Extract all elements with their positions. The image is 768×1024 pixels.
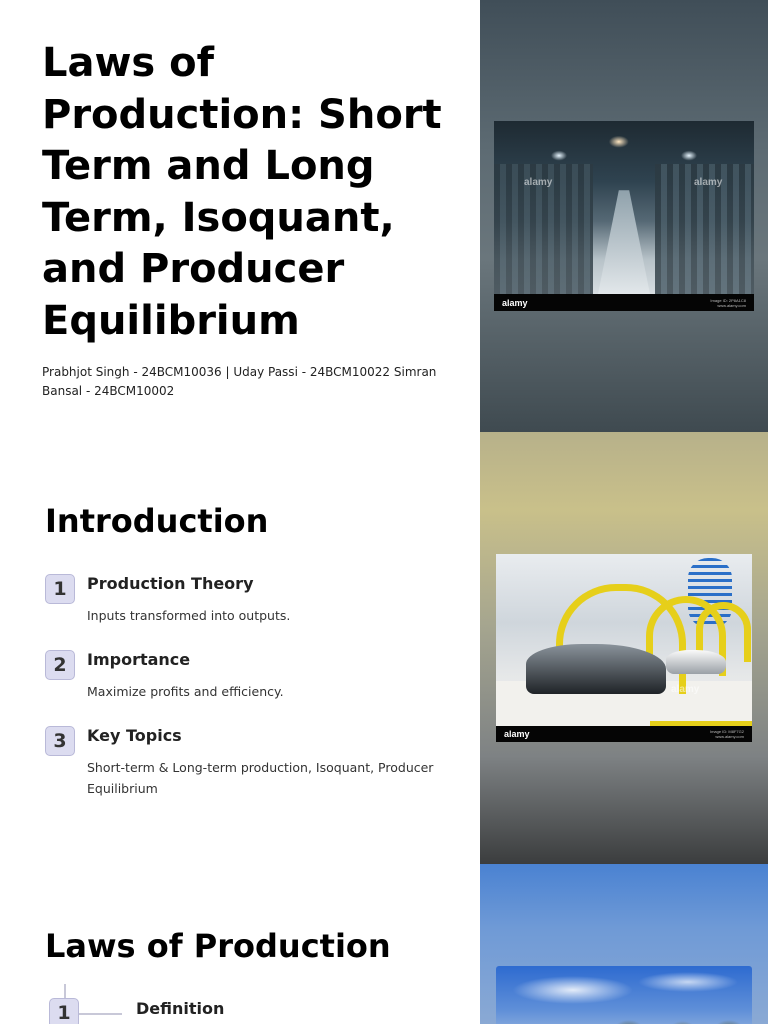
item-description: Short-term & Long-term production, Isoquant, Producer Equilibrium xyxy=(87,760,434,796)
section-heading: Introduction xyxy=(45,502,269,540)
slide-introduction xyxy=(0,432,768,864)
car-body xyxy=(526,644,666,694)
item-description: Maximize profits and efficiency. xyxy=(87,684,284,699)
watermark: alamy xyxy=(694,177,723,188)
slide-image-panel xyxy=(480,0,768,432)
alamy-logo: alamy xyxy=(504,729,530,739)
watermark: alamy xyxy=(524,177,553,188)
sky-scene xyxy=(496,966,752,1024)
slide-laws-of-production xyxy=(0,864,768,1024)
timeline-item-title: Definition xyxy=(136,999,225,1018)
slide-image-panel xyxy=(480,864,768,1024)
number-badge: 3 xyxy=(45,726,75,756)
car-body xyxy=(666,650,726,674)
factory-photo xyxy=(494,121,754,311)
watermark: alamy xyxy=(671,684,700,695)
section-heading: Laws of Production xyxy=(45,927,391,965)
image-site: www.alamy.com xyxy=(715,734,744,739)
authors-line: Prabhjot Singh - 24BCM10036 | Uday Passi - 24BCM10022 Simran Bansal - 24BCM10002 xyxy=(42,365,437,398)
treeline xyxy=(598,1016,752,1024)
slide-text-panel xyxy=(0,0,480,432)
image-id: Image ID: M8F7G2 xyxy=(709,729,744,734)
item-title: Key Topics xyxy=(87,726,182,745)
image-site: www.alamy.com xyxy=(717,302,746,308)
item-title: Importance xyxy=(87,650,191,669)
timeline-connector xyxy=(78,1013,122,1015)
number-badge: 2 xyxy=(45,650,75,680)
image-credit-bar xyxy=(494,294,754,311)
image-credit-meta xyxy=(710,298,746,308)
number-badge: 1 xyxy=(45,574,75,604)
item-description: Inputs transformed into outputs. xyxy=(87,608,291,623)
image-id: Image ID: 2P8A1C8 xyxy=(710,297,746,303)
factory-scene xyxy=(494,121,754,294)
presentation-title: Laws of Production: Short Term and Long Term, Isoquant, and Producer Equilibrium xyxy=(42,40,442,344)
image-credit-meta xyxy=(710,729,744,739)
number-badge: 1 xyxy=(49,998,79,1024)
car-assembly-photo xyxy=(496,554,752,742)
slide-title xyxy=(0,0,768,432)
car-assembly-scene xyxy=(496,554,752,726)
landscape-photo xyxy=(496,966,752,1024)
slide-image-panel xyxy=(480,432,768,864)
slide-text-panel xyxy=(0,864,480,1024)
factory-aisle xyxy=(598,190,650,294)
slide-text-panel xyxy=(0,432,480,864)
alamy-logo: alamy xyxy=(502,297,528,308)
image-credit-bar xyxy=(496,726,752,742)
item-title: Production Theory xyxy=(87,574,254,593)
